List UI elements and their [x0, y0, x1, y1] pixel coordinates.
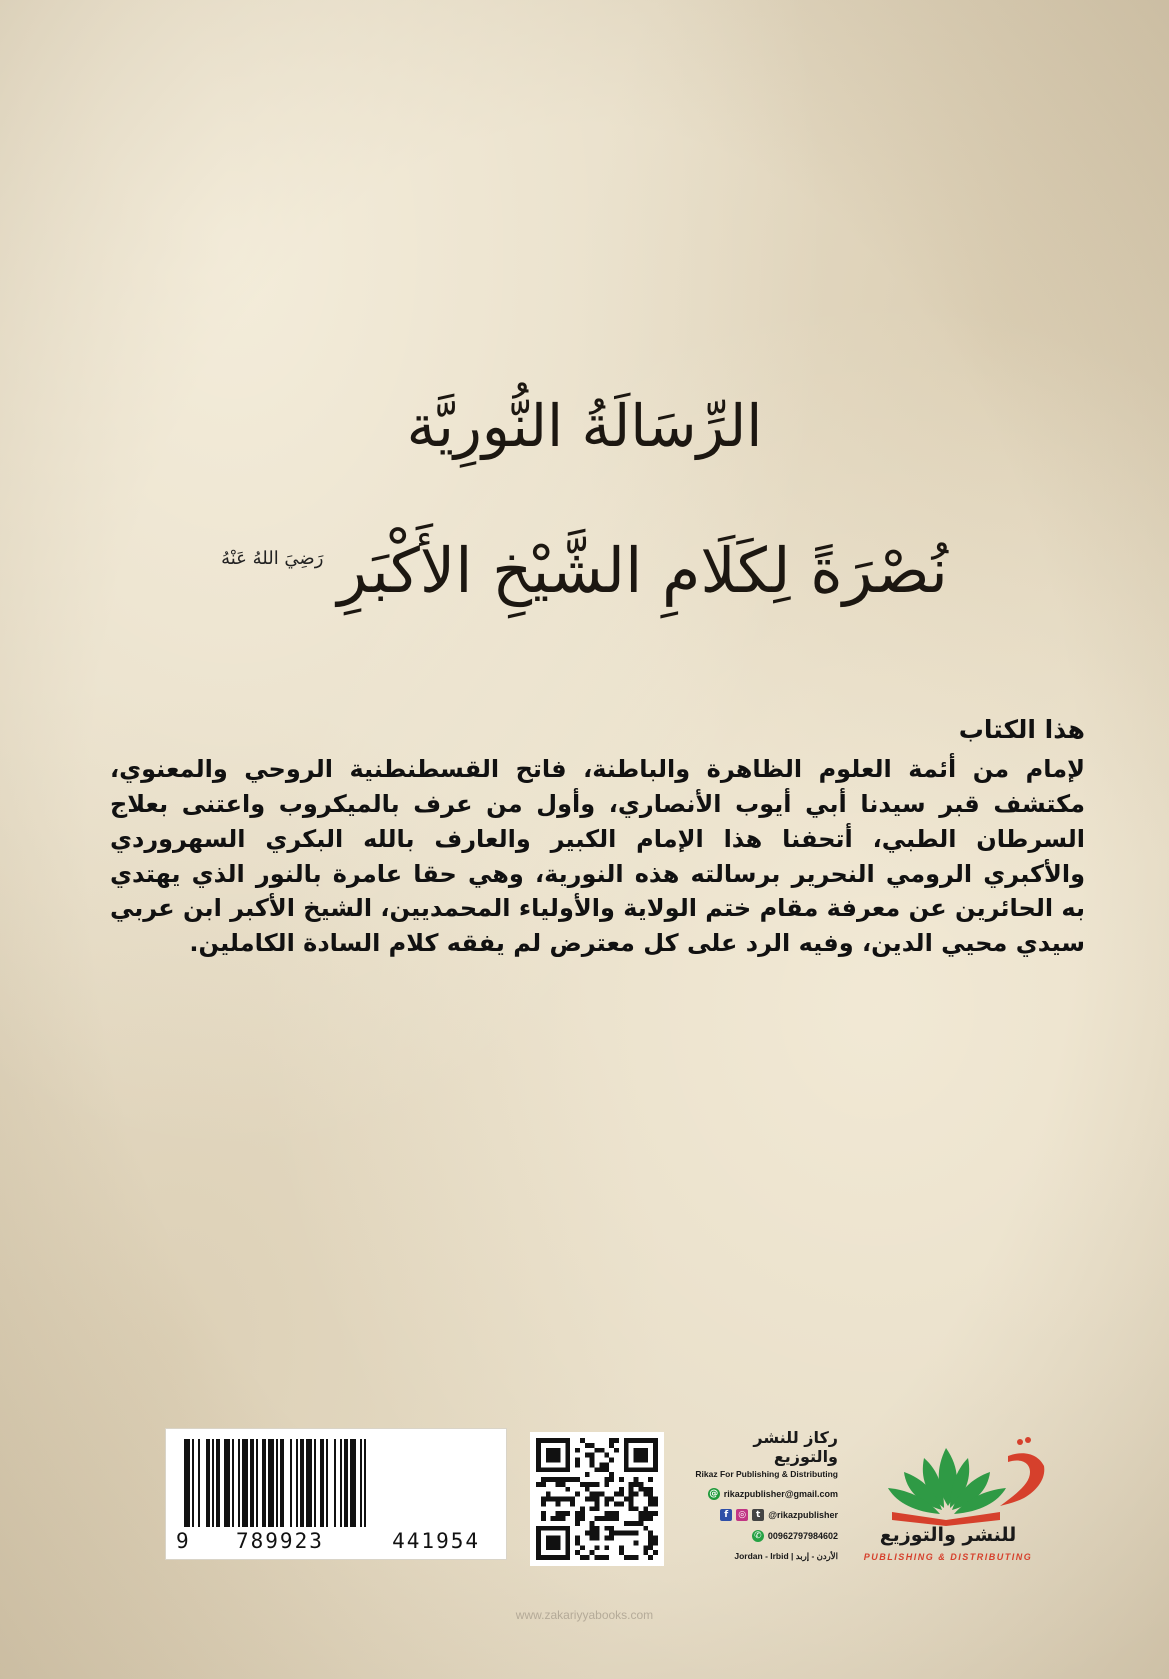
contact-location: Jordan - Irbid | الأردن - إربد	[734, 1551, 838, 1562]
publisher-name-english: Rikaz For Publishing & Distributing	[695, 1469, 838, 1480]
contact-social-handle: @rikazpublisher	[768, 1510, 838, 1521]
qr-code	[530, 1432, 664, 1566]
book-description	[110, 712, 1085, 961]
barcode-digits	[176, 1527, 498, 1553]
twitter-icon: t	[752, 1509, 764, 1521]
contact-email-row	[686, 1488, 838, 1500]
contact-email: rikazpublisher@gmail.com	[723, 1489, 838, 1500]
facebook-icon: f	[720, 1509, 732, 1521]
barcode-bars	[184, 1439, 494, 1527]
watermark-text: www.zakariyyabooks.com	[515, 1608, 654, 1622]
description-body: لإمام من أئمة العلوم الظاهرة والباطنة، فاتح القسطنطنية الروحي والمعنوي، مكتشف قبر سيدنا أبي أيوب الأنصاري، وأول من عرف بالميكروب واعتنى بعلاج السرطان الطبي، أتحفنا هذا الإمام الكبير والعارف بالله البكري السهروردي والأكبري الرومي النحرير برسالته هذه النورية، وهي حقا عامرة بالنور الذي يهتدي به الحائرين عن معرفة مقام ختم الولاية والأولياء المحمديين، الشيخ الأكبر ابن عربي سيدي محيي الدين، وفيه الرد على كل معترض لم يفقه كلام السادة الكاملين.	[109, 755, 1085, 958]
barcode-right-digits: 441954	[392, 1529, 480, 1553]
book-lotus-logo-icon	[848, 1428, 1058, 1528]
barcode-first-digit: 9	[176, 1529, 189, 1553]
publisher-logo	[848, 1428, 1058, 1568]
contact-phone-row	[686, 1530, 838, 1542]
book-title: الرِّسَالَةُ النُّورِيَّة	[406, 392, 763, 460]
book-subtitle	[221, 521, 948, 620]
contact-phone: 00962797984602	[767, 1531, 838, 1542]
logo-arabic-text: للنشر والتوزيع	[879, 1524, 1017, 1546]
whatsapp-icon: ✆	[752, 1530, 764, 1542]
isbn-barcode	[165, 1428, 507, 1560]
honorific-text: رَضِيَ اللهُ عَنْهُ	[221, 547, 324, 569]
book-title-block	[0, 380, 1169, 620]
logo-english-text: PUBLISHING & DISTRIBUTING	[863, 1552, 1033, 1562]
publisher-contact	[686, 1428, 838, 1562]
email-icon: @	[709, 1489, 719, 1500]
publisher-name-arabic: ركاز للنشر والتوزيع	[753, 1428, 838, 1467]
instagram-icon: ◎	[736, 1509, 748, 1521]
qr-code-image	[536, 1438, 658, 1560]
contact-social-row	[686, 1509, 838, 1521]
book-subtitle-text: نُصْرَةً لِكَلَامِ الشَّيْخِ الأَكْبَرِ	[337, 533, 948, 607]
description-heading: هذا الكتاب	[958, 715, 1085, 744]
barcode-bar	[366, 1439, 370, 1527]
barcode-left-digits: 789923	[236, 1529, 324, 1553]
